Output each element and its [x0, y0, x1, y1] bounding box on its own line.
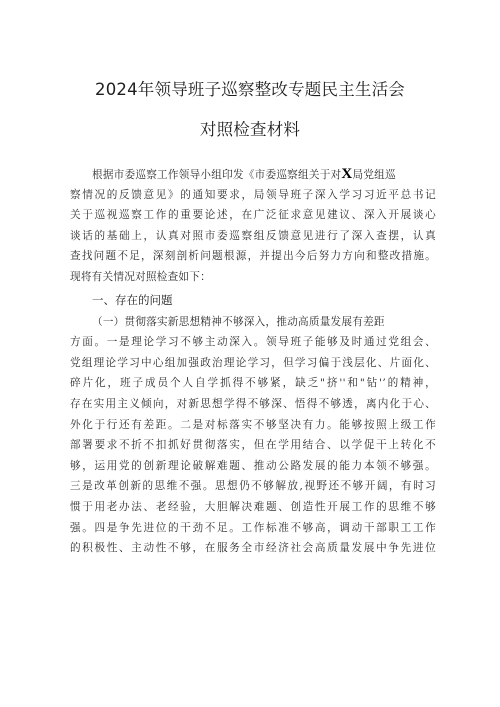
section1-line-3: 党组理论学习中心组加强政治理论学习，但学习偏于浅层化、片面化、	[70, 356, 436, 369]
intro-line-1	[70, 164, 436, 185]
section1-line-2: 方面。一是理论学习不够主动深入。领导班子能够及时通过党组会、	[70, 336, 436, 349]
section1-line-7: 部署要求不折不扣抓好贯彻落实，但在学用结合、以学促干上转化不	[70, 439, 436, 452]
section1-line-9: 三是改革创新的思维不强。思想仍不够解放,视野还不够开阔，有时习	[70, 480, 436, 493]
intro-text: 根据市委巡察工作领导小组印发《市委巡察组关于对	[92, 169, 342, 181]
intro-line-5: 查找问题不足，深刻剖析问题根源，并提出今后努力方向和整改措施。	[70, 250, 436, 263]
section1-line-5: 存在实用主义倾向，对新思想学得不够深、悟得不够透，离内化于心、	[70, 397, 436, 410]
intro-line-6: 现将有关情况对照检查如下：	[70, 270, 211, 283]
intro-line-3: 关于巡视巡察工作的重要论述，在广泛征求意见建议、深入开展谈心	[70, 209, 436, 222]
intro-line-2: 察情况的反馈意见》的通知要求，局领导班子深入学习习近平总书记	[70, 188, 436, 201]
document-title-line-2: 对照检查材料	[199, 120, 301, 139]
section1-line-8: 够，运用党的创新理论破解难题、推动公路发展的能力本领不够强。	[70, 459, 436, 472]
section1-line-11: 强。四是争先进位的干劲不足。工作标准不够高，调动干部职工工作	[70, 521, 436, 534]
document-title-line-1: 2024年领导班子巡察整改专题民主生活会	[95, 80, 405, 99]
section1-line-10: 惯于用老办法、老经验，大胆解决难题、创造性开展工作的思维不够	[70, 500, 436, 513]
section1-line-4: 碎片化，班子成员个人自学抓得不够紧，缺乏"挤''和"钻'’的精神，	[70, 377, 436, 390]
placeholder-x: X	[341, 166, 353, 182]
section1-line-6: 外化于行还有差距。二是对标落实不够坚决有力。能够按照上级工作	[70, 418, 436, 431]
document-body	[70, 164, 436, 559]
section1-line-12: 的积极性、主动性不够，在服务全市经济社会高质量发展中争先进位	[70, 542, 436, 555]
intro-line-4: 谈话的基础上，认真对照市委巡察组反馈意见进行了深入查摆，认真	[70, 229, 436, 242]
section-heading-problems: 一、存在的问题	[92, 292, 173, 307]
intro-text: 局党组巡	[352, 169, 396, 181]
section1-line-1: （一）贯彻落实新思想精神不够深入，推动高质量发展有差距	[92, 315, 385, 328]
